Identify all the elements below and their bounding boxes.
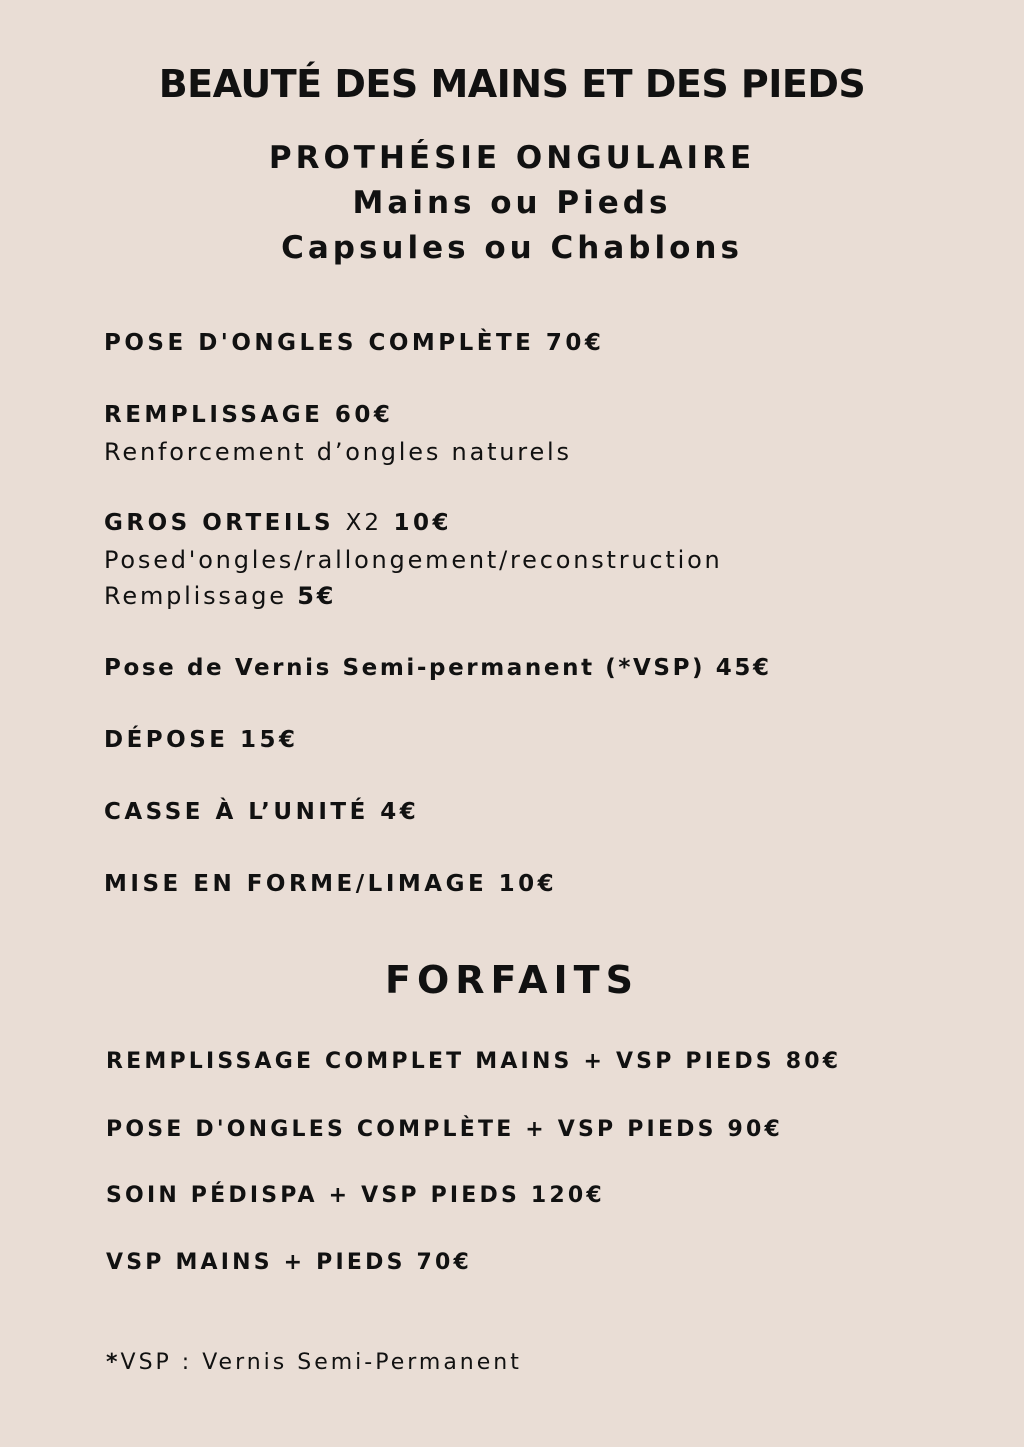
service-depose: DÉPOSE 15€: [104, 727, 299, 753]
gros-orteils-price: 10€: [393, 510, 453, 536]
subtitle-mains-pieds: Mains ou Pieds: [352, 185, 672, 221]
footnote: [106, 1350, 522, 1375]
forfait-item: POSE D'ONGLES COMPLÈTE + VSP PIEDS 90€: [106, 1117, 784, 1142]
service-remplissage: REMPLISSAGE 60€: [104, 402, 394, 428]
service-gros-orteils: [104, 510, 452, 536]
forfaits-title: FORFAITS: [385, 958, 639, 1002]
subtitle-prothesie: PROTHÉSIE ONGULAIRE: [268, 140, 756, 176]
gros-orteils-remplissage: [104, 582, 336, 610]
forfait-item: REMPLISSAGE COMPLET MAINS + VSP PIEDS 80€: [106, 1049, 842, 1074]
forfait-item: SOIN PÉDISPA + VSP PIEDS 120€: [106, 1183, 605, 1208]
gros-orteils-qty: X2: [345, 510, 383, 536]
service-vsp: Pose de Vernis Semi-permanent (*VSP) 45€: [104, 655, 772, 681]
service-renforcement: Renforcement d’ongles naturels: [104, 438, 572, 466]
service-pose-complete: POSE D'ONGLES COMPLÈTE 70€: [104, 330, 605, 356]
service-casse: CASSE À L’UNITÉ 4€: [104, 799, 420, 825]
gros-orteils-remplissage-price: 5€: [297, 582, 337, 610]
forfait-item: VSP MAINS + PIEDS 70€: [106, 1250, 472, 1275]
gros-orteils-detail: Posed'ongles/rallongement/reconstruction: [104, 546, 723, 574]
footnote-text: VSP : Vernis Semi-Permanent: [120, 1350, 522, 1375]
gros-orteils-label: GROS ORTEILS: [104, 510, 335, 536]
subtitle-capsules: Capsules ou Chablons: [281, 230, 743, 266]
footnote-marker: *: [106, 1350, 121, 1375]
gros-orteils-remplissage-label: Remplissage: [104, 582, 287, 610]
service-mise-en-forme: MISE EN FORME/LIMAGE 10€: [104, 871, 558, 897]
page-title: BEAUTÉ DES MAINS ET DES PIEDS: [158, 62, 866, 106]
